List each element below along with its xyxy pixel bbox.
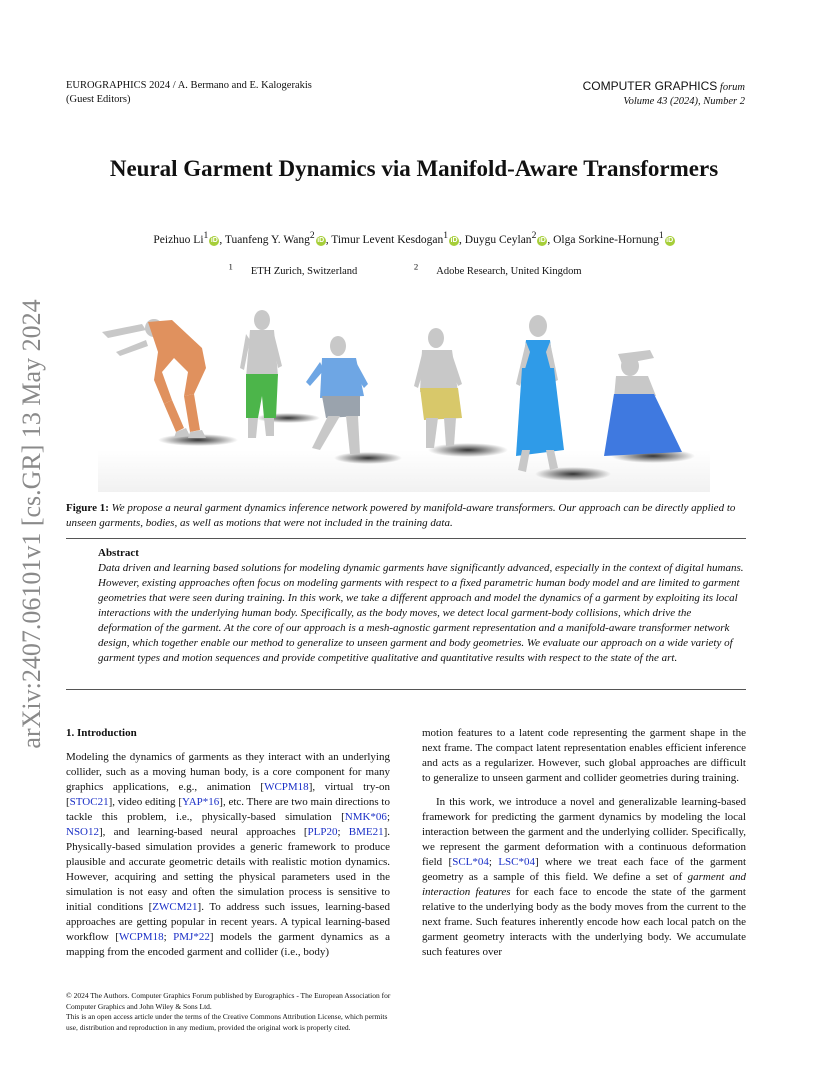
citation-link[interactable]: PMJ*22 bbox=[173, 931, 210, 943]
journal-name: COMPUTER GRAPHICS bbox=[582, 79, 718, 93]
copyright-footnote bbox=[66, 991, 392, 1033]
abstract bbox=[98, 546, 744, 666]
citation-link[interactable]: NSO12 bbox=[66, 826, 100, 838]
citation-link[interactable]: LSC*04 bbox=[498, 856, 536, 868]
arxiv-stamp: arXiv:2407.06101v1 [cs.GR] 13 May 2024 bbox=[17, 299, 46, 749]
section-heading: 1. Introduction bbox=[66, 727, 137, 739]
affiliation: $^2$ Adobe Research, United Kingdom bbox=[413, 261, 582, 277]
citation-link[interactable]: NMK*06 bbox=[344, 811, 387, 823]
figure-label: Figure 1: bbox=[66, 502, 109, 514]
citation-link[interactable]: STOC21 bbox=[69, 796, 109, 808]
author[interactable]: Tuanfeng Y. Wang$^2$ iD bbox=[224, 230, 325, 246]
figure-green-shorts bbox=[240, 310, 320, 438]
figure-orange-jumpsuit bbox=[102, 319, 238, 446]
intro-paragraph-2: In this work, we introduce a novel and generalizable learning-based framework for predicting the garment dynamics by modeling the local interaction between the garment and the underlying collider. Specifically, we represent the garment deformation with a continuous deformation field [SCL*04; LSC*04] where we treat each face of the garment geometry as a sample of this field. We define a set of garment and interaction features for each face to encode the state of the garment relative to the underlying body as the body moves from the current to the next frame. Such features inherently encode how each local patch on the garment geometry interacts with the underlying body. We accumulate such features over bbox=[422, 796, 747, 958]
citation-link[interactable]: YAP*16 bbox=[181, 796, 220, 808]
author-list: Peizhuo Li$^1$ iD , Tuanfeng Y. Wang$^2$ iD , Timur Levent Kesdogan$^1$ iD , Duygu Ceylan$^2$ iD , Olga Sorkine-Hornung$^1$ iD bbox=[153, 230, 674, 246]
orcid-icon[interactable]: iD bbox=[210, 236, 218, 244]
citation-link[interactable]: BME21 bbox=[348, 826, 384, 838]
intro-paragraph: Modeling the dynamics of garments as they interact with an underlying collider, such as a moving human body, is a core component for many graphics applications, e.g., animation [WCPM18], virtual try-on [STOC21], video editing [YAP*16], etc. There are two main directions to tackle this problem, i.e., physically-based simulation [NMK*06; NSO12], and learning-based neural approaches [PLP20; BME21]. Physically-based simulation provides a generic framework to produce plausible and accurate geometric details with realistic motion dynamics. However, acquiring and setting the physical parameters used in the simulation is not easy and often the simulation process is sensitive to initial conditions [ZWCM21]. To address such issues, learning-based approaches are getting popular in recent years. A typical learning-based workflow [WCPM18; PMJ*22] models the garment dynamics as a mapping from the encoded garment and collider (i.e., body) bbox=[66, 751, 391, 958]
affiliations bbox=[0, 261, 828, 277]
affiliation: $^1$ ETH Zurich, Switzerland bbox=[228, 261, 358, 277]
citation-link[interactable]: SCL*04 bbox=[452, 856, 489, 868]
running-header-left bbox=[66, 79, 312, 107]
column-right bbox=[422, 726, 746, 969]
figure-blue-gown bbox=[604, 350, 695, 463]
citation-link[interactable]: ZWCM21 bbox=[152, 901, 198, 913]
paper-title: Neural Garment Dynamics via Manifold-Aware Transformers bbox=[109, 156, 719, 181]
editors-line: (Guest Editors) bbox=[66, 94, 131, 105]
divider-bottom bbox=[66, 689, 746, 690]
figure-caption bbox=[66, 501, 746, 531]
orcid-icon[interactable]: iD bbox=[450, 236, 458, 244]
figure-caption-text: We propose a neural garment dynamics inference network powered by manifold-aware transformers. Our approach can be directly applied to unseen garments, bodies, as well as motions that were not included in the training data. bbox=[66, 502, 736, 529]
citation-link[interactable]: WCPM18 bbox=[118, 931, 164, 943]
orcid-icon[interactable]: iD bbox=[666, 236, 674, 244]
running-header-right bbox=[583, 79, 745, 109]
license-line: This is an open access article under the terms of the Creative Commons Attribution License, which permits use, distribution and reproduction in any medium, provided the original work is properly cited. bbox=[66, 1012, 388, 1032]
author[interactable]: Timur Levent Kesdogan$^1$ iD bbox=[331, 230, 458, 246]
column-left bbox=[66, 726, 390, 969]
figure-yellow-skirt bbox=[414, 328, 508, 457]
figure-blue-top bbox=[306, 336, 402, 464]
abstract-heading: Abstract bbox=[98, 547, 139, 559]
author[interactable]: Duygu Ceylan$^2$ iD bbox=[464, 230, 546, 246]
abstract-text: Data driven and learning based solutions for modeling dynamic garments have significantly advanced, especially in the context of digital humans. However, existing approaches often focus on modeling garments with respect to a fixed parametric human body model and are limited to garment geometries that were seen during training. In this work, we take a different approach and model the dynamics of a garment by exploiting its local interactions with the underlying human body. Specifically, as the body moves, we detect local garment-body collisions, which drive the deformation of the garment. At the core of our approach is a mesh-agnostic garment representation and a manifold-aware transformer network design, which together enable our method to generalize to unseen garment and body geometries. We evaluate our approach on a wide variety of garment types and motion sequences and provide competitive qualitative and quantitative results with respect to the state of the art. bbox=[98, 562, 744, 664]
divider-top bbox=[66, 538, 746, 539]
conference-line: EUROGRAPHICS 2024 / A. Bermano and E. Kalogerakis bbox=[66, 80, 312, 91]
teaser-figure bbox=[98, 300, 710, 492]
author[interactable]: Peizhuo Li$^1$ iD bbox=[153, 230, 218, 246]
citation-link[interactable]: PLP20 bbox=[307, 826, 338, 838]
orcid-icon[interactable]: iD bbox=[538, 236, 546, 244]
intro-paragraph-continued: motion features to a latent code representing the garment shape in the next frame. The compact latent representation enables efficient inference and acts as a regularizer. However, such global approaches are difficult to generalize to unseen garment and collider geometries during training. bbox=[422, 727, 746, 784]
orcid-icon[interactable]: iD bbox=[317, 236, 325, 244]
volume-line: Volume 43 (2024), Number 2 bbox=[623, 96, 745, 107]
citation-link[interactable]: WCPM18 bbox=[264, 781, 309, 793]
journal-name-italic: forum bbox=[719, 82, 745, 93]
copyright-line: © 2024 The Authors. Computer Graphics Forum published by Eurographics - The European Association for Computer Graphics and John Wiley & Sons Ltd. bbox=[66, 991, 391, 1011]
author[interactable]: Olga Sorkine-Hornung$^1$ iD bbox=[553, 230, 674, 246]
